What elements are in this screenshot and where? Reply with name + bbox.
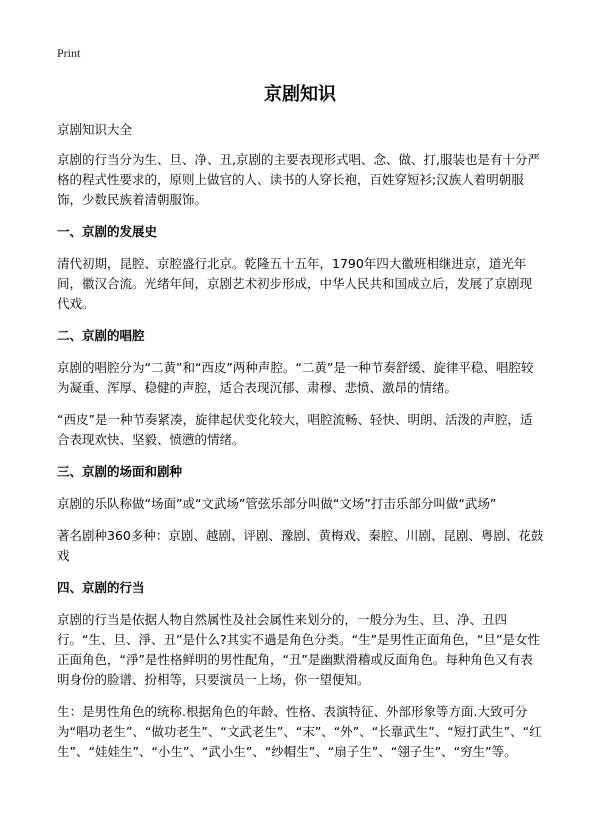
paragraph: 京剧的行当分为生、旦、净、丑,京剧的主要表现形式唱、念、做、打,服装也是有十分严格的程式性要求的，原则上做官的人、读书的人穿长袍，百姓穿短衫;汉族人着明朝服饰，少数民族着清朝服饰。 [57,152,540,207]
intro-subtitle: 京剧知识大全 [57,122,133,137]
paragraph: “西皮”是一种节奏紧凑，旋律起伏变化较大，唱腔流畅、轻快、明朗、活泼的声腔，适合表现欢快、坚毅、愤懑的情绪。 [57,412,533,447]
section-heading: 三、京剧的场面和剧种 [57,464,183,479]
paragraph: 生：是男性角色的统称.根据角色的年龄、性格、表演特征、外部形象等方面.大致可分为“唱功老生”、“做功老生”、“文武老生”、“末”、“外”、“长靠武生”、“短打武生”、“红生”、“娃娃生”、“小生”、“武小生”、“纱帽生”、“扇子生”、“翎子生”、“穷生”等。 [57,704,542,759]
paragraph: 清代初期，昆腔、京腔盛行北京。乾隆五十五年，1790年四大徽班相继进京，道光年间，徽汉合流。光绪年间，京剧艺术初步形成，中华人民共和国成立后，发展了京剧现代戏。 [57,256,533,311]
paragraph: 京剧的行当是依据人物自然属性及社会属性来划分的，一般分为生、旦、净、丑四行。“生、旦、淨、丑”是什么?其实不過是角色分类。“生”是男性正面角色，“旦”是女性正面角色，“淨”是性格鲜明的男性配角，“丑”是幽默滑稽或反面角色。每种角色又有表明身份的脸谱、扮相等，只要演员一上场，你一望便知。 [57,612,540,687]
content-blocks [57,150,544,762]
paragraph: 著名剧种360多种：京剧、越剧、评剧、豫剧、黄梅戏、秦腔、川剧、昆剧、粤剧、花鼓戏 [57,528,544,563]
section-heading: 二、京剧的唱腔 [57,328,145,343]
document-body [57,120,544,774]
paragraph: 京剧的乐队称做“场面”或“文武场”管弦乐部分叫做“文场”打击乐部分叫做“武场” [57,496,497,511]
section-heading: 四、京剧的行当 [57,580,145,595]
paragraph: 京剧的唱腔分为“二黄”和“西皮”两种声腔。“二黄”是一种节奏舒缓、旋律平稳、唱腔较为凝重、浑厚、稳健的声腔，适合表现沉郁、肃穆、悲愤、激昂的情绪。 [57,360,534,395]
print-link[interactable]: Print [57,46,81,60]
section-heading: 一、京剧的发展史 [57,224,158,239]
page-title: 京剧知识 [264,84,336,105]
